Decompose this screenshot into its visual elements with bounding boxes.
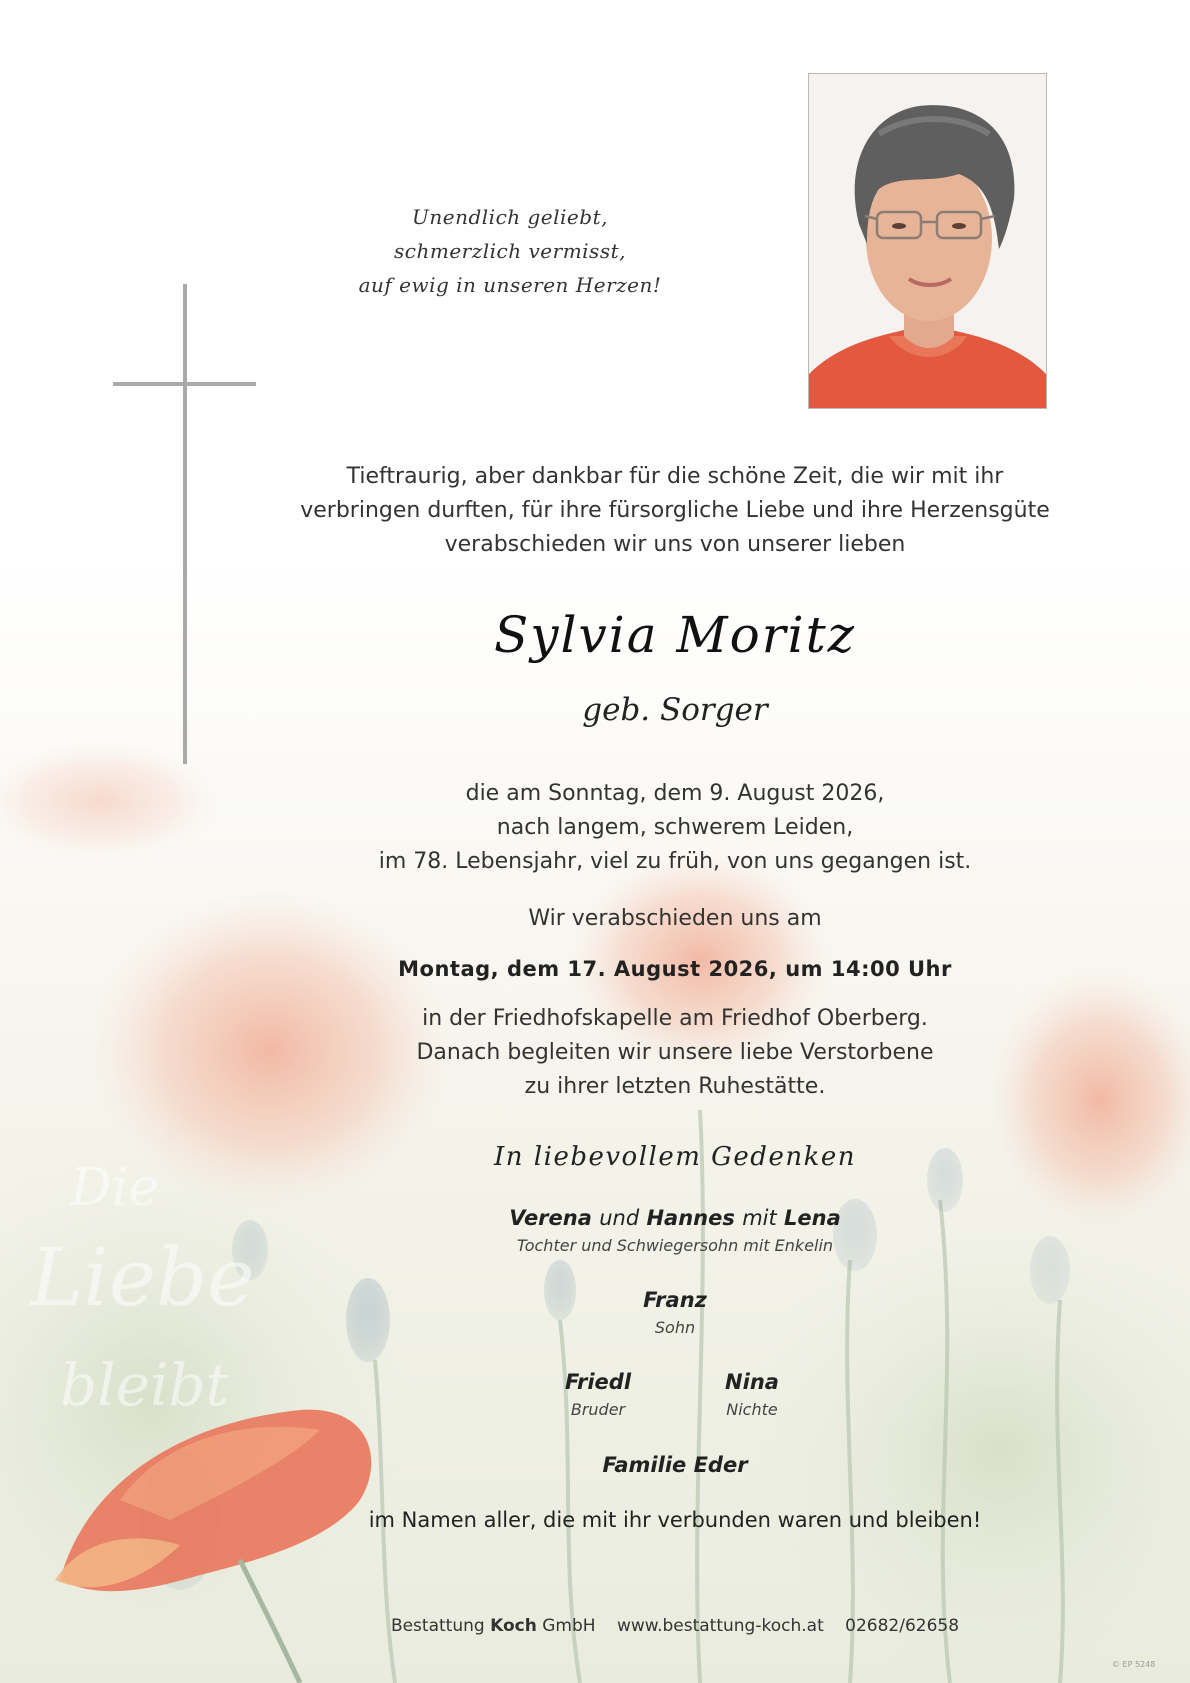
ceremony-place-line: zu ihrer letzten Ruhestätte. bbox=[524, 1074, 826, 1099]
company-prefix: Bestattung bbox=[390, 1616, 485, 1636]
intro-line: verabschieden wir uns von unserer lieben bbox=[444, 532, 906, 557]
ceremony-date: Montag, dem 17. August 2026, um 14:00 Uhr bbox=[398, 957, 952, 981]
mourner-brother bbox=[518, 1367, 678, 1423]
mourner-relation: Bruder bbox=[570, 1400, 626, 1419]
watermark-word-2: Liebe bbox=[30, 1231, 255, 1324]
motto-line: Unendlich geliebt, bbox=[412, 205, 608, 229]
ceremony-place bbox=[260, 1002, 1090, 1104]
mourner-group-son bbox=[260, 1285, 1090, 1341]
motto-line: schmerzlich vermisst, bbox=[394, 239, 626, 263]
footer bbox=[260, 1613, 1090, 1639]
mourner-group-family-eder bbox=[260, 1450, 1090, 1480]
footer-company bbox=[391, 1616, 596, 1636]
mourner-name: Verena bbox=[509, 1206, 592, 1230]
mourner-connector: mit bbox=[742, 1206, 777, 1230]
mourner-relation: Sohn bbox=[654, 1318, 696, 1337]
mourner-group-family bbox=[260, 1203, 1090, 1259]
ceremony-place-line: Danach begleiten wir unsere liebe Verstorbene bbox=[416, 1040, 934, 1065]
mourner-relation: Nichte bbox=[726, 1400, 778, 1419]
mourner-name: Franz bbox=[643, 1288, 707, 1312]
mourner-names bbox=[260, 1203, 1090, 1233]
mourner-niece bbox=[672, 1367, 832, 1423]
mourner-relation: Tochter und Schwiegersohn mit Enkelin bbox=[516, 1236, 834, 1255]
intro-line: Tieftraurig, aber dankbar für die schöne Zeit, die wir mit ihr bbox=[346, 464, 1004, 489]
intro-text bbox=[260, 460, 1090, 562]
watermark-word-3: bleibt bbox=[60, 1351, 229, 1419]
motto bbox=[300, 200, 720, 302]
death-notice bbox=[260, 777, 1090, 879]
intro-line: verbringen durften, für ihre fürsorgliche Liebe und ihre Herzensgüte bbox=[300, 498, 1050, 523]
mourner-name: Friedl bbox=[564, 1370, 632, 1394]
motto-line: auf ewig in unseren Herzen! bbox=[358, 273, 662, 297]
mourner-name: Familie Eder bbox=[602, 1453, 748, 1477]
mourner-name: Hannes bbox=[646, 1206, 735, 1230]
mourner-name: Nina bbox=[725, 1370, 779, 1394]
maiden-name: geb. Sorger bbox=[582, 692, 768, 728]
company-name: Koch bbox=[490, 1616, 537, 1636]
farewell-text: Wir verabschieden uns am bbox=[528, 906, 822, 931]
death-notice-line: die am Sonntag, dem 9. August 2026, bbox=[465, 781, 885, 806]
mourner-connector: und bbox=[599, 1206, 640, 1230]
closing-text: im Namen aller, die mit ihr verbunden waren und bleiben! bbox=[368, 1508, 982, 1532]
watermark-word-1: Die bbox=[70, 1158, 160, 1218]
death-notice-line: im 78. Lebensjahr, viel zu früh, von uns gegangen ist. bbox=[378, 849, 972, 874]
company-suffix: GmbH bbox=[542, 1616, 596, 1636]
portrait-photo bbox=[808, 73, 1047, 409]
cross-icon-vertical bbox=[183, 284, 187, 764]
footer-phone: 02682/62658 bbox=[845, 1616, 960, 1636]
cross-icon-horizontal bbox=[113, 382, 256, 386]
memory-heading: In liebevollem Gedenken bbox=[494, 1142, 856, 1172]
portrait-icon bbox=[809, 74, 1046, 408]
mourner-name: Lena bbox=[784, 1206, 841, 1230]
footer-website[interactable]: www.bestattung-koch.at bbox=[616, 1616, 824, 1636]
template-code: © EP 5248 bbox=[1112, 1660, 1156, 1669]
death-notice-line: nach langem, schwerem Leiden, bbox=[496, 815, 854, 840]
ceremony-place-line: in der Friedhofskapelle am Friedhof Oberberg. bbox=[422, 1006, 928, 1031]
deceased-name: Sylvia Moritz bbox=[493, 606, 857, 664]
